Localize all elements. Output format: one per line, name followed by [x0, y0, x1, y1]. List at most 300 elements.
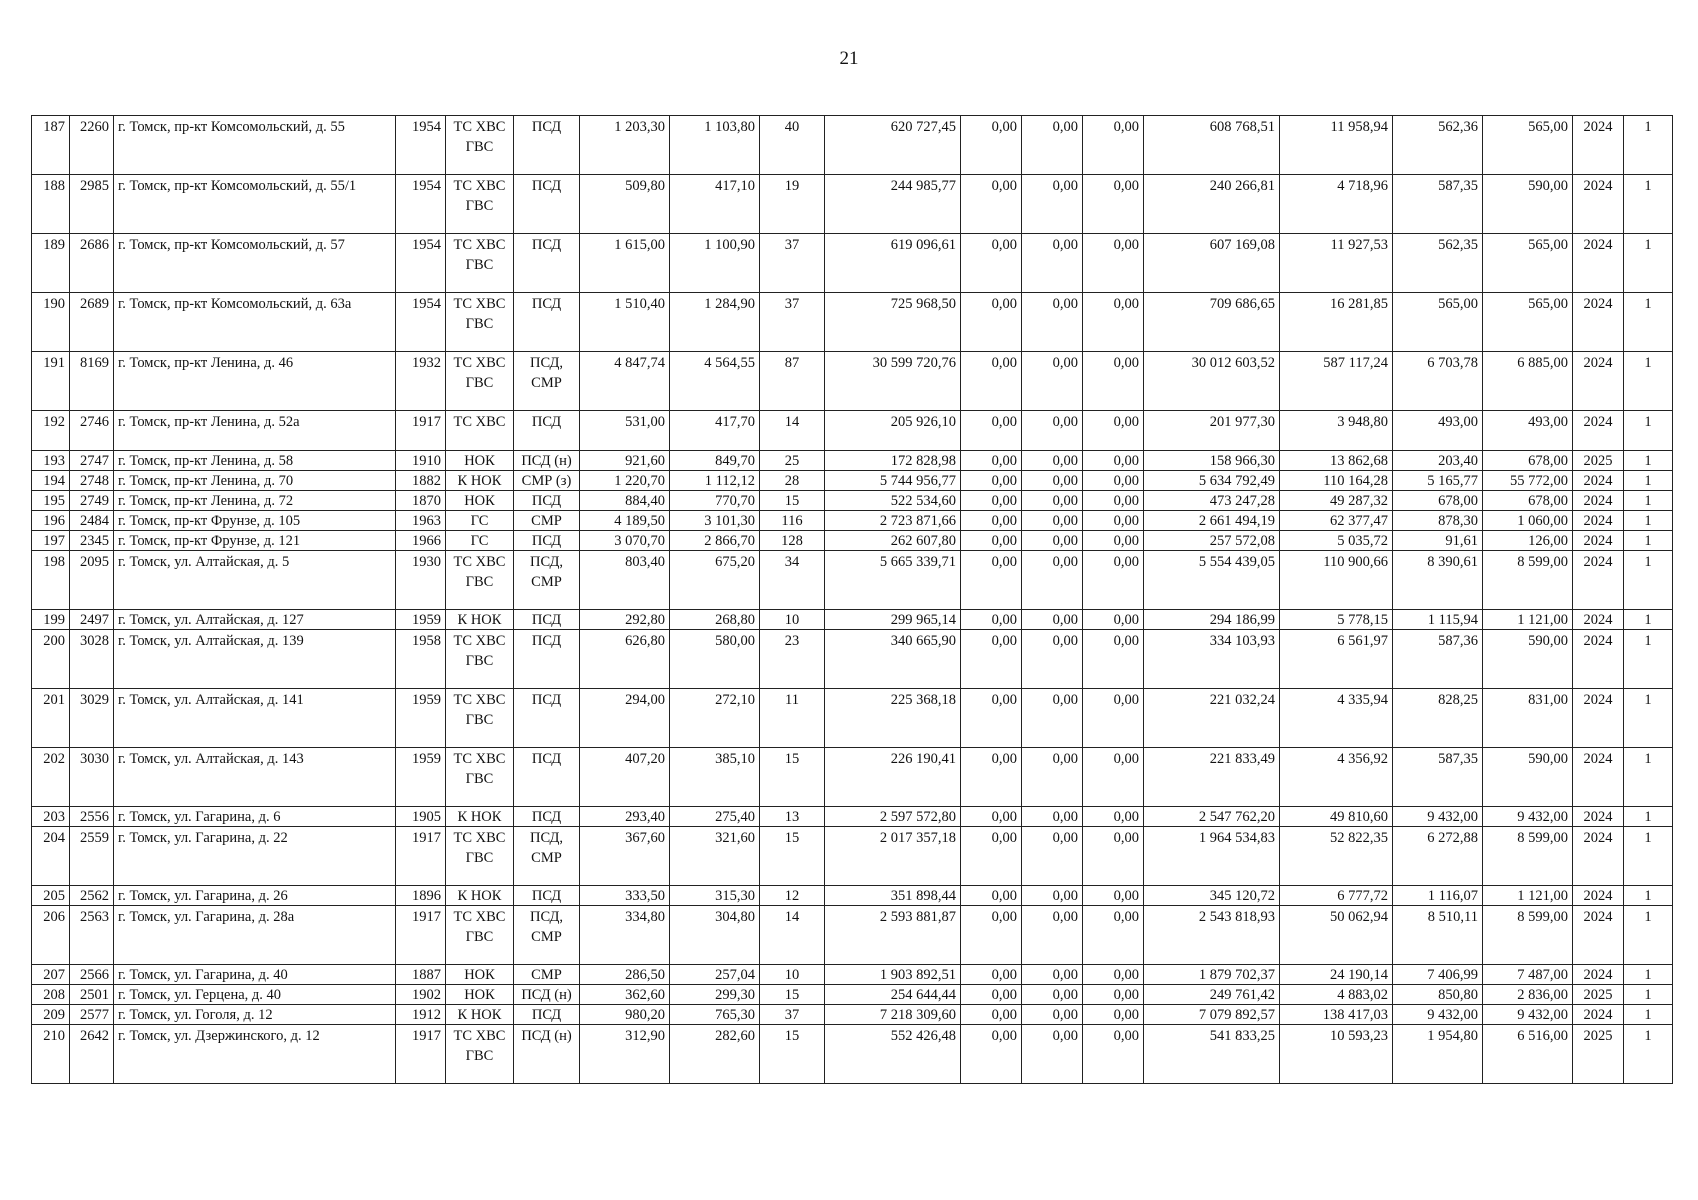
- cell-residents: 15: [760, 748, 825, 807]
- cell-residents: 13: [760, 807, 825, 827]
- cell-build-year: 1958: [396, 630, 446, 689]
- cell-repair-way: 1: [1624, 411, 1673, 451]
- table-row: [32, 1005, 1673, 1025]
- cell-owner-funds: 11 958,94: [1280, 116, 1393, 175]
- cell-address: г. Томск, пр-кт Фрунзе, д. 121: [114, 531, 396, 551]
- cell-address: г. Томск, пр-кт Ленина, д. 58: [114, 451, 396, 471]
- cell-total-area: 531,00: [580, 411, 670, 451]
- cell-plan-year: 2024: [1573, 689, 1624, 748]
- cell-house-id: 2749: [70, 491, 114, 511]
- cell-repair-way: 1: [1624, 1025, 1673, 1084]
- cell-plan-year: 2024: [1573, 175, 1624, 234]
- cell-regional-funds: 0,00: [1022, 491, 1083, 511]
- cell-total-cost: 2 017 357,18: [825, 827, 961, 886]
- cell-federal-funds: 0,00: [961, 293, 1022, 352]
- cell-regional-funds: 0,00: [1022, 630, 1083, 689]
- cell-unit-cost: 828,25: [1393, 689, 1483, 748]
- cell-municipal-funds: 0,00: [1083, 748, 1144, 807]
- table-row: [32, 610, 1673, 630]
- cell-systems: ТС ХВС ГВС: [446, 175, 514, 234]
- cell-repair-way: 1: [1624, 630, 1673, 689]
- cell-unit-cost: 203,40: [1393, 451, 1483, 471]
- cell-residents: 10: [760, 610, 825, 630]
- cell-regional-funds: 0,00: [1022, 531, 1083, 551]
- cell-build-year: 1954: [396, 116, 446, 175]
- cell-plan-year: 2024: [1573, 965, 1624, 985]
- cell-systems: ТС ХВС ГВС: [446, 551, 514, 610]
- table-row: [32, 748, 1673, 807]
- cell-living-area: 675,20: [670, 551, 760, 610]
- cell-regional-funds: 0,00: [1022, 906, 1083, 965]
- cell-total-area: 312,90: [580, 1025, 670, 1084]
- cell-total-area: 334,80: [580, 906, 670, 965]
- cell-work-type: ПСД: [514, 293, 580, 352]
- cell-plan-year: 2025: [1573, 1025, 1624, 1084]
- cell-fund-funds: 249 761,42: [1144, 985, 1280, 1005]
- cell-living-area: 275,40: [670, 807, 760, 827]
- cell-plan-year: 2024: [1573, 906, 1624, 965]
- cell-systems: НОК: [446, 491, 514, 511]
- cell-total-area: 980,20: [580, 1005, 670, 1025]
- cell-federal-funds: 0,00: [961, 471, 1022, 491]
- cell-max-unit-cost: 678,00: [1483, 451, 1573, 471]
- cell-total-cost: 225 368,18: [825, 689, 961, 748]
- cell-work-type: ПСД: [514, 234, 580, 293]
- cell-work-type: ПСД: [514, 1005, 580, 1025]
- cell-living-area: 580,00: [670, 630, 760, 689]
- cell-owner-funds: 5 778,15: [1280, 610, 1393, 630]
- cell-systems: К НОК: [446, 610, 514, 630]
- cell-repair-way: 1: [1624, 748, 1673, 807]
- cell-row-number: 188: [32, 175, 70, 234]
- cell-work-type: ПСД, СМР: [514, 551, 580, 610]
- cell-max-unit-cost: 6 885,00: [1483, 352, 1573, 411]
- cell-regional-funds: 0,00: [1022, 827, 1083, 886]
- cell-house-id: 2562: [70, 886, 114, 906]
- cell-build-year: 1905: [396, 807, 446, 827]
- cell-unit-cost: 878,30: [1393, 511, 1483, 531]
- cell-max-unit-cost: 126,00: [1483, 531, 1573, 551]
- cell-residents: 15: [760, 1025, 825, 1084]
- cell-repair-way: 1: [1624, 1005, 1673, 1025]
- cell-unit-cost: 8 510,11: [1393, 906, 1483, 965]
- cell-fund-funds: 257 572,08: [1144, 531, 1280, 551]
- cell-fund-funds: 2 547 762,20: [1144, 807, 1280, 827]
- cell-repair-way: 1: [1624, 965, 1673, 985]
- cell-systems: ТС ХВС ГВС: [446, 1025, 514, 1084]
- cell-house-id: 2686: [70, 234, 114, 293]
- cell-max-unit-cost: 1 060,00: [1483, 511, 1573, 531]
- cell-fund-funds: 201 977,30: [1144, 411, 1280, 451]
- cell-row-number: 197: [32, 531, 70, 551]
- cell-address: г. Томск, ул. Гагарина, д. 6: [114, 807, 396, 827]
- cell-total-area: 1 220,70: [580, 471, 670, 491]
- cell-house-id: 2689: [70, 293, 114, 352]
- cell-residents: 87: [760, 352, 825, 411]
- cell-total-cost: 226 190,41: [825, 748, 961, 807]
- cell-regional-funds: 0,00: [1022, 175, 1083, 234]
- cell-owner-funds: 16 281,85: [1280, 293, 1393, 352]
- cell-total-cost: 619 096,61: [825, 234, 961, 293]
- cell-plan-year: 2024: [1573, 511, 1624, 531]
- cell-build-year: 1917: [396, 411, 446, 451]
- cell-municipal-funds: 0,00: [1083, 807, 1144, 827]
- cell-municipal-funds: 0,00: [1083, 531, 1144, 551]
- cell-unit-cost: 562,36: [1393, 116, 1483, 175]
- cell-fund-funds: 607 169,08: [1144, 234, 1280, 293]
- cell-address: г. Томск, пр-кт Комсомольский, д. 55: [114, 116, 396, 175]
- cell-build-year: 1896: [396, 886, 446, 906]
- cell-residents: 19: [760, 175, 825, 234]
- cell-systems: НОК: [446, 985, 514, 1005]
- cell-plan-year: 2025: [1573, 985, 1624, 1005]
- cell-work-type: ПСД: [514, 175, 580, 234]
- cell-repair-way: 1: [1624, 807, 1673, 827]
- cell-federal-funds: 0,00: [961, 116, 1022, 175]
- cell-owner-funds: 24 190,14: [1280, 965, 1393, 985]
- cell-total-cost: 2 597 572,80: [825, 807, 961, 827]
- cell-repair-way: 1: [1624, 886, 1673, 906]
- cell-repair-way: 1: [1624, 352, 1673, 411]
- cell-residents: 15: [760, 827, 825, 886]
- cell-owner-funds: 49 287,32: [1280, 491, 1393, 511]
- cell-build-year: 1954: [396, 234, 446, 293]
- cell-systems: ТС ХВС ГВС: [446, 906, 514, 965]
- cell-federal-funds: 0,00: [961, 551, 1022, 610]
- cell-plan-year: 2024: [1573, 471, 1624, 491]
- cell-total-cost: 2 723 871,66: [825, 511, 961, 531]
- cell-systems: НОК: [446, 451, 514, 471]
- cell-row-number: 196: [32, 511, 70, 531]
- cell-municipal-funds: 0,00: [1083, 411, 1144, 451]
- cell-federal-funds: 0,00: [961, 689, 1022, 748]
- cell-federal-funds: 0,00: [961, 531, 1022, 551]
- cell-municipal-funds: 0,00: [1083, 293, 1144, 352]
- cell-row-number: 200: [32, 630, 70, 689]
- cell-repair-way: 1: [1624, 175, 1673, 234]
- cell-systems: К НОК: [446, 1005, 514, 1025]
- cell-regional-funds: 0,00: [1022, 886, 1083, 906]
- cell-unit-cost: 6 272,88: [1393, 827, 1483, 886]
- cell-row-number: 191: [32, 352, 70, 411]
- cell-municipal-funds: 0,00: [1083, 234, 1144, 293]
- cell-unit-cost: 493,00: [1393, 411, 1483, 451]
- table-row: [32, 531, 1673, 551]
- cell-owner-funds: 62 377,47: [1280, 511, 1393, 531]
- cell-systems: ТС ХВС ГВС: [446, 234, 514, 293]
- table-row: [32, 293, 1673, 352]
- cell-federal-funds: 0,00: [961, 748, 1022, 807]
- cell-residents: 34: [760, 551, 825, 610]
- cell-house-id: 2260: [70, 116, 114, 175]
- table-row: [32, 985, 1673, 1005]
- cell-address: г. Томск, ул. Алтайская, д. 127: [114, 610, 396, 630]
- cell-build-year: 1959: [396, 689, 446, 748]
- cell-build-year: 1917: [396, 1025, 446, 1084]
- cell-repair-way: 1: [1624, 827, 1673, 886]
- cell-owner-funds: 4 883,02: [1280, 985, 1393, 1005]
- cell-federal-funds: 0,00: [961, 965, 1022, 985]
- cell-living-area: 417,70: [670, 411, 760, 451]
- cell-build-year: 1963: [396, 511, 446, 531]
- cell-regional-funds: 0,00: [1022, 689, 1083, 748]
- cell-systems: К НОК: [446, 807, 514, 827]
- cell-total-cost: 5 744 956,77: [825, 471, 961, 491]
- cell-living-area: 299,30: [670, 985, 760, 1005]
- cell-systems: ТС ХВС ГВС: [446, 689, 514, 748]
- cell-residents: 128: [760, 531, 825, 551]
- cell-repair-way: 1: [1624, 491, 1673, 511]
- cell-max-unit-cost: 9 432,00: [1483, 807, 1573, 827]
- cell-unit-cost: 587,35: [1393, 748, 1483, 807]
- cell-systems: К НОК: [446, 471, 514, 491]
- cell-house-id: 2985: [70, 175, 114, 234]
- cell-living-area: 268,80: [670, 610, 760, 630]
- cell-total-area: 884,40: [580, 491, 670, 511]
- cell-plan-year: 2024: [1573, 630, 1624, 689]
- cell-owner-funds: 4 356,92: [1280, 748, 1393, 807]
- cell-regional-funds: 0,00: [1022, 965, 1083, 985]
- cell-unit-cost: 562,35: [1393, 234, 1483, 293]
- cell-systems: ТС ХВС ГВС: [446, 827, 514, 886]
- cell-work-type: ПСД, СМР: [514, 827, 580, 886]
- cell-row-number: 199: [32, 610, 70, 630]
- cell-house-id: 2497: [70, 610, 114, 630]
- cell-federal-funds: 0,00: [961, 411, 1022, 451]
- register-body: [32, 116, 1673, 1084]
- cell-house-id: 2345: [70, 531, 114, 551]
- cell-address: г. Томск, ул. Алтайская, д. 139: [114, 630, 396, 689]
- cell-owner-funds: 138 417,03: [1280, 1005, 1393, 1025]
- cell-address: г. Томск, пр-кт Ленина, д. 46: [114, 352, 396, 411]
- cell-owner-funds: 10 593,23: [1280, 1025, 1393, 1084]
- cell-repair-way: 1: [1624, 531, 1673, 551]
- cell-federal-funds: 0,00: [961, 1005, 1022, 1025]
- cell-federal-funds: 0,00: [961, 985, 1022, 1005]
- cell-build-year: 1959: [396, 610, 446, 630]
- cell-work-type: ПСД: [514, 610, 580, 630]
- cell-address: г. Томск, ул. Алтайская, д. 141: [114, 689, 396, 748]
- cell-build-year: 1902: [396, 985, 446, 1005]
- cell-unit-cost: 9 432,00: [1393, 807, 1483, 827]
- cell-build-year: 1887: [396, 965, 446, 985]
- cell-build-year: 1932: [396, 352, 446, 411]
- table-row: [32, 234, 1673, 293]
- cell-municipal-funds: 0,00: [1083, 689, 1144, 748]
- cell-owner-funds: 11 927,53: [1280, 234, 1393, 293]
- cell-municipal-funds: 0,00: [1083, 352, 1144, 411]
- cell-municipal-funds: 0,00: [1083, 985, 1144, 1005]
- cell-plan-year: 2024: [1573, 411, 1624, 451]
- cell-repair-way: 1: [1624, 451, 1673, 471]
- cell-unit-cost: 1 115,94: [1393, 610, 1483, 630]
- cell-municipal-funds: 0,00: [1083, 511, 1144, 531]
- cell-living-area: 849,70: [670, 451, 760, 471]
- table-row: [32, 491, 1673, 511]
- cell-residents: 10: [760, 965, 825, 985]
- cell-max-unit-cost: 55 772,00: [1483, 471, 1573, 491]
- cell-living-area: 765,30: [670, 1005, 760, 1025]
- cell-living-area: 2 866,70: [670, 531, 760, 551]
- cell-address: г. Томск, ул. Алтайская, д. 5: [114, 551, 396, 610]
- cell-total-cost: 2 593 881,87: [825, 906, 961, 965]
- cell-house-id: 2095: [70, 551, 114, 610]
- table-row: [32, 352, 1673, 411]
- cell-total-cost: 172 828,98: [825, 451, 961, 471]
- cell-build-year: 1917: [396, 906, 446, 965]
- cell-build-year: 1917: [396, 827, 446, 886]
- cell-plan-year: 2024: [1573, 748, 1624, 807]
- cell-regional-funds: 0,00: [1022, 451, 1083, 471]
- cell-address: г. Томск, ул. Алтайская, д. 143: [114, 748, 396, 807]
- cell-municipal-funds: 0,00: [1083, 827, 1144, 886]
- cell-row-number: 208: [32, 985, 70, 1005]
- cell-unit-cost: 5 165,77: [1393, 471, 1483, 491]
- cell-systems: ТС ХВС ГВС: [446, 630, 514, 689]
- cell-work-type: ПСД, СМР: [514, 352, 580, 411]
- cell-plan-year: 2024: [1573, 234, 1624, 293]
- cell-repair-way: 1: [1624, 906, 1673, 965]
- cell-fund-funds: 7 079 892,57: [1144, 1005, 1280, 1025]
- cell-row-number: 204: [32, 827, 70, 886]
- cell-row-number: 201: [32, 689, 70, 748]
- cell-total-cost: 254 644,44: [825, 985, 961, 1005]
- cell-house-id: 2642: [70, 1025, 114, 1084]
- cell-max-unit-cost: 590,00: [1483, 630, 1573, 689]
- cell-work-type: ПСД (н): [514, 451, 580, 471]
- cell-living-area: 282,60: [670, 1025, 760, 1084]
- cell-house-id: 3029: [70, 689, 114, 748]
- cell-fund-funds: 240 266,81: [1144, 175, 1280, 234]
- table-row: [32, 411, 1673, 451]
- table-row: [32, 630, 1673, 689]
- cell-address: г. Томск, ул. Гоголя, д. 12: [114, 1005, 396, 1025]
- cell-build-year: 1959: [396, 748, 446, 807]
- cell-fund-funds: 221 833,49: [1144, 748, 1280, 807]
- cell-build-year: 1954: [396, 293, 446, 352]
- cell-federal-funds: 0,00: [961, 610, 1022, 630]
- cell-fund-funds: 294 186,99: [1144, 610, 1280, 630]
- cell-max-unit-cost: 678,00: [1483, 491, 1573, 511]
- cell-living-area: 4 564,55: [670, 352, 760, 411]
- cell-residents: 15: [760, 985, 825, 1005]
- cell-fund-funds: 608 768,51: [1144, 116, 1280, 175]
- cell-total-area: 1 510,40: [580, 293, 670, 352]
- cell-unit-cost: 850,80: [1393, 985, 1483, 1005]
- cell-regional-funds: 0,00: [1022, 551, 1083, 610]
- cell-unit-cost: 565,00: [1393, 293, 1483, 352]
- cell-total-cost: 7 218 309,60: [825, 1005, 961, 1025]
- cell-row-number: 210: [32, 1025, 70, 1084]
- cell-work-type: ПСД: [514, 807, 580, 827]
- cell-row-number: 190: [32, 293, 70, 352]
- cell-regional-funds: 0,00: [1022, 116, 1083, 175]
- cell-systems: ТС ХВС ГВС: [446, 116, 514, 175]
- cell-plan-year: 2024: [1573, 807, 1624, 827]
- cell-federal-funds: 0,00: [961, 451, 1022, 471]
- cell-address: г. Томск, пр-кт Фрунзе, д. 105: [114, 511, 396, 531]
- cell-federal-funds: 0,00: [961, 1025, 1022, 1084]
- cell-plan-year: 2025: [1573, 451, 1624, 471]
- cell-owner-funds: 52 822,35: [1280, 827, 1393, 886]
- cell-unit-cost: 91,61: [1393, 531, 1483, 551]
- cell-total-cost: 351 898,44: [825, 886, 961, 906]
- cell-federal-funds: 0,00: [961, 827, 1022, 886]
- cell-row-number: 187: [32, 116, 70, 175]
- cell-house-id: 8169: [70, 352, 114, 411]
- cell-residents: 28: [760, 471, 825, 491]
- cell-plan-year: 2024: [1573, 293, 1624, 352]
- cell-federal-funds: 0,00: [961, 352, 1022, 411]
- cell-owner-funds: 6 777,72: [1280, 886, 1393, 906]
- cell-federal-funds: 0,00: [961, 630, 1022, 689]
- cell-total-area: 294,00: [580, 689, 670, 748]
- cell-owner-funds: 4 335,94: [1280, 689, 1393, 748]
- cell-house-id: 2747: [70, 451, 114, 471]
- cell-total-cost: 620 727,45: [825, 116, 961, 175]
- cell-address: г. Томск, пр-кт Комсомольский, д. 55/1: [114, 175, 396, 234]
- cell-municipal-funds: 0,00: [1083, 551, 1144, 610]
- cell-max-unit-cost: 565,00: [1483, 293, 1573, 352]
- cell-address: г. Томск, ул. Герцена, д. 40: [114, 985, 396, 1005]
- cell-living-area: 1 284,90: [670, 293, 760, 352]
- cell-total-area: 4 847,74: [580, 352, 670, 411]
- cell-plan-year: 2024: [1573, 116, 1624, 175]
- cell-unit-cost: 587,36: [1393, 630, 1483, 689]
- cell-row-number: 202: [32, 748, 70, 807]
- cell-unit-cost: 678,00: [1393, 491, 1483, 511]
- table-row: [32, 906, 1673, 965]
- cell-fund-funds: 158 966,30: [1144, 451, 1280, 471]
- table-row: [32, 1025, 1673, 1084]
- cell-house-id: 2556: [70, 807, 114, 827]
- cell-build-year: 1870: [396, 491, 446, 511]
- cell-row-number: 193: [32, 451, 70, 471]
- cell-residents: 14: [760, 906, 825, 965]
- cell-residents: 15: [760, 491, 825, 511]
- cell-residents: 11: [760, 689, 825, 748]
- cell-plan-year: 2024: [1573, 352, 1624, 411]
- table-row: [32, 511, 1673, 531]
- cell-max-unit-cost: 2 836,00: [1483, 985, 1573, 1005]
- cell-house-id: 2746: [70, 411, 114, 451]
- cell-systems: ТС ХВС ГВС: [446, 352, 514, 411]
- cell-row-number: 209: [32, 1005, 70, 1025]
- cell-build-year: 1966: [396, 531, 446, 551]
- cell-systems: ГС: [446, 531, 514, 551]
- cell-house-id: 2577: [70, 1005, 114, 1025]
- cell-unit-cost: 9 432,00: [1393, 1005, 1483, 1025]
- cell-address: г. Томск, пр-кт Комсомольский, д. 57: [114, 234, 396, 293]
- cell-living-area: 385,10: [670, 748, 760, 807]
- cell-house-id: 2566: [70, 965, 114, 985]
- cell-address: г. Томск, пр-кт Ленина, д. 52а: [114, 411, 396, 451]
- cell-residents: 23: [760, 630, 825, 689]
- cell-total-area: 407,20: [580, 748, 670, 807]
- cell-work-type: ПСД: [514, 748, 580, 807]
- cell-address: г. Томск, пр-кт Ленина, д. 72: [114, 491, 396, 511]
- cell-residents: 116: [760, 511, 825, 531]
- cell-residents: 14: [760, 411, 825, 451]
- cell-systems: ГС: [446, 511, 514, 531]
- cell-municipal-funds: 0,00: [1083, 491, 1144, 511]
- cell-total-area: 367,60: [580, 827, 670, 886]
- cell-address: г. Томск, пр-кт Ленина, д. 70: [114, 471, 396, 491]
- cell-residents: 12: [760, 886, 825, 906]
- cell-total-cost: 552 426,48: [825, 1025, 961, 1084]
- cell-repair-way: 1: [1624, 985, 1673, 1005]
- cell-regional-funds: 0,00: [1022, 352, 1083, 411]
